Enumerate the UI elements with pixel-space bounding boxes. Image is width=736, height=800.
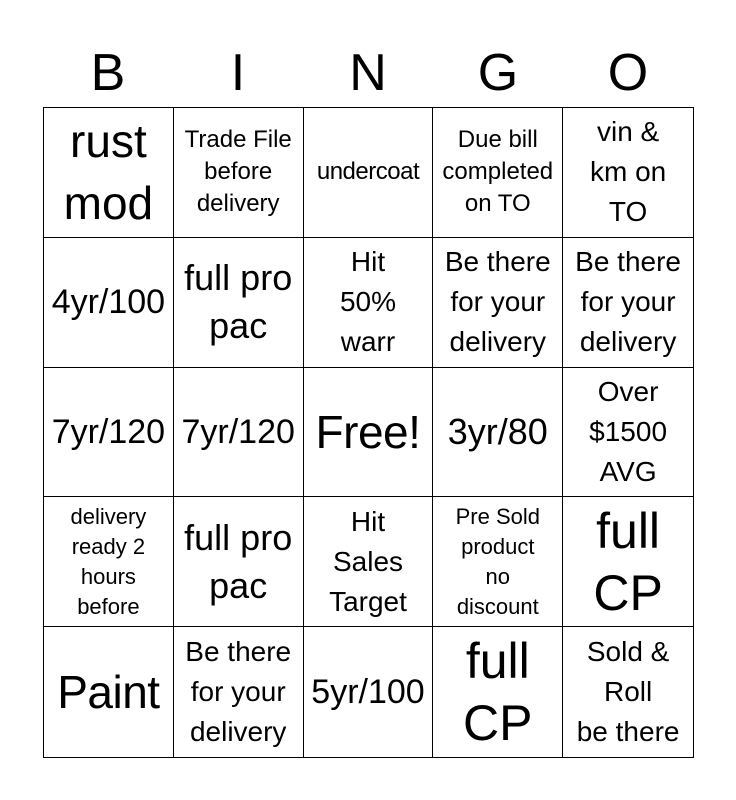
bingo-cell-r0-c4[interactable]: vin & km on TO [563, 108, 693, 238]
bingo-cell-r4-c0[interactable]: Paint [44, 627, 174, 757]
header-letter-b: B [90, 44, 126, 102]
bingo-cell-r4-c4[interactable]: Sold & Roll be there [576, 636, 680, 748]
bingo-cell-r2-c0[interactable]: 7yr/120 [44, 368, 174, 498]
bingo-cell-r4-c1[interactable]: Be there for your delivery [174, 627, 304, 757]
bingo-board [43, 107, 694, 758]
header-letter-i: I [230, 44, 246, 102]
bingo-cell-r4-c3[interactable]: full CP [433, 627, 563, 757]
bingo-cell-r0-c2[interactable]: undercoat [304, 108, 434, 238]
bingo-cell-r2-c4[interactable]: Over $1500 AVG [563, 368, 693, 498]
bingo-cell-r3-c1[interactable]: full pro pac [174, 497, 304, 627]
bingo-cell-r0-c1[interactable]: Trade File before delivery [174, 108, 304, 238]
bingo-cell-r1-c4[interactable]: Be there for your delivery [563, 238, 693, 368]
header-letter-o: O [607, 44, 649, 102]
bingo-cell-r1-c3[interactable]: Be there for your delivery [433, 238, 563, 368]
bingo-cell-r3-c4[interactable]: full CP [563, 497, 693, 627]
header-letter-n: N [349, 44, 387, 102]
bingo-cell-r2-c2[interactable]: Free! [304, 368, 434, 498]
bingo-cell-r2-c1[interactable]: 7yr/120 [174, 368, 304, 498]
bingo-header [43, 40, 693, 106]
bingo-cell-r3-c2[interactable]: Hit Sales Target [304, 497, 434, 627]
bingo-cell-r3-c3[interactable]: Pre Sold product no discount [433, 497, 563, 627]
bingo-cell-r0-c0[interactable]: rust mod [44, 108, 174, 238]
bingo-cell-r4-c2[interactable]: 5yr/100 [304, 627, 434, 757]
bingo-cell-r2-c3[interactable]: 3yr/80 [433, 368, 563, 498]
bingo-cell-r0-c3[interactable]: Due bill completed on TO [433, 108, 563, 238]
header-letter-g: G [477, 44, 519, 102]
bingo-cell-r1-c1[interactable]: full pro pac [174, 238, 304, 368]
bingo-cell-r1-c2[interactable]: Hit 50% warr [304, 238, 434, 368]
bingo-cell-r1-c0[interactable]: 4yr/100 [44, 238, 174, 368]
bingo-cell-r3-c0[interactable]: delivery ready 2 hours before [44, 497, 174, 627]
